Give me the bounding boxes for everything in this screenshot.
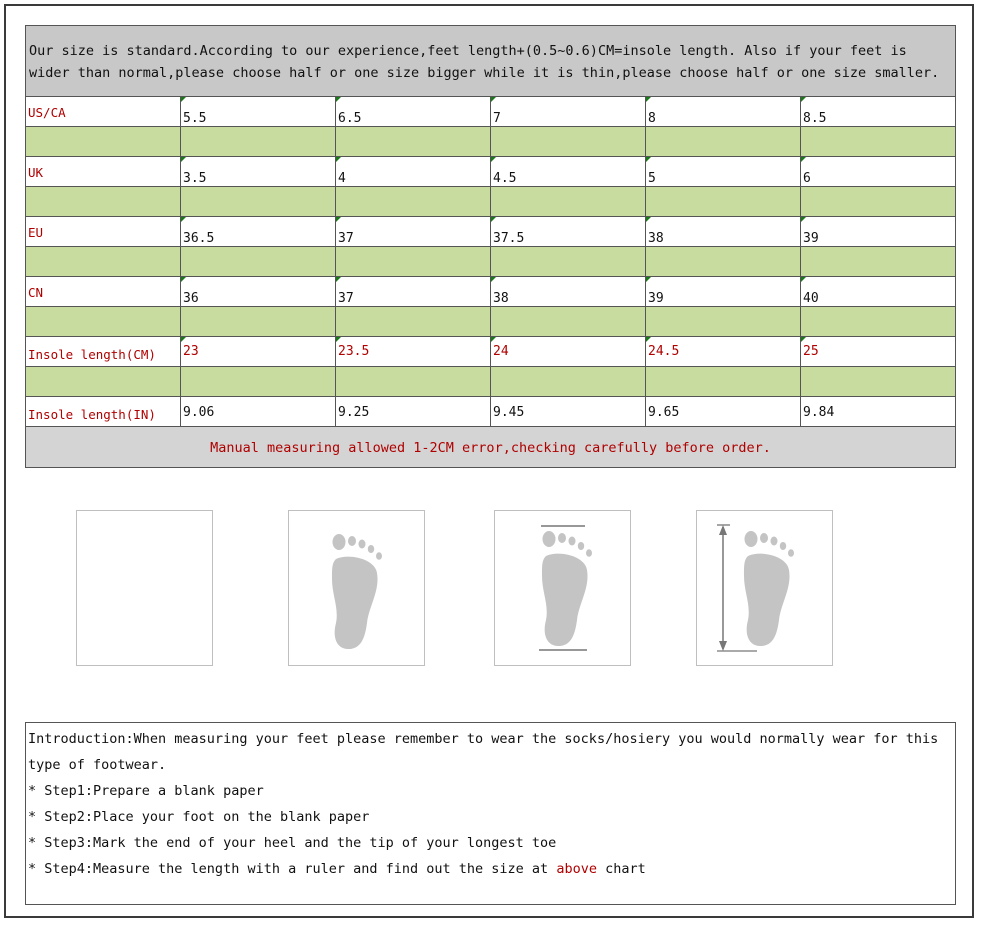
- table-row: [26, 97, 955, 127]
- row-label: UK: [26, 157, 181, 186]
- table-row: [26, 217, 955, 247]
- size-cell: 9.45: [491, 397, 646, 426]
- comment-marker-icon: [801, 337, 806, 342]
- size-cell: 6: [801, 157, 955, 186]
- size-cell: 3.5: [181, 157, 336, 186]
- comment-marker-icon: [181, 97, 186, 102]
- spacer-row: [26, 307, 955, 337]
- size-cell: 36: [181, 277, 336, 306]
- comment-marker-icon: [336, 277, 341, 282]
- comment-marker-icon: [801, 157, 806, 162]
- footprint-marked-icon: [495, 511, 632, 667]
- comment-marker-icon: [181, 217, 186, 222]
- table-row: [26, 277, 955, 307]
- measuring-instructions: [25, 722, 956, 905]
- comment-marker-icon: [491, 157, 496, 162]
- comment-marker-icon: [646, 217, 651, 222]
- row-label: EU: [26, 217, 181, 246]
- comment-marker-icon: [801, 97, 806, 102]
- size-chart: [25, 25, 956, 468]
- spacer-row: [26, 187, 955, 217]
- size-cell: 9.25: [336, 397, 491, 426]
- size-cell: 4.5: [491, 157, 646, 186]
- size-cell: 9.65: [646, 397, 801, 426]
- spacer-row: [26, 127, 955, 157]
- blank-paper-image: [76, 510, 213, 666]
- comment-marker-icon: [801, 217, 806, 222]
- spacer-row: [26, 367, 955, 397]
- size-cell: 23.5: [336, 337, 491, 366]
- table-row: [26, 397, 955, 427]
- comment-marker-icon: [491, 97, 496, 102]
- row-label: Insole length(IN): [26, 397, 181, 426]
- table-row: [26, 157, 955, 187]
- size-cell: 39: [646, 277, 801, 306]
- comment-marker-icon: [181, 277, 186, 282]
- comment-marker-icon: [491, 277, 496, 282]
- footprint-ruler-icon: [697, 511, 834, 667]
- comment-marker-icon: [491, 337, 496, 342]
- size-cell: 37: [336, 277, 491, 306]
- size-cell: 40: [801, 277, 955, 306]
- spacer-row: [26, 247, 955, 277]
- size-cell: 39: [801, 217, 955, 246]
- size-cell: 38: [646, 217, 801, 246]
- size-cell: 5.5: [181, 97, 336, 126]
- comment-marker-icon: [181, 157, 186, 162]
- above-highlight: above: [556, 861, 597, 877]
- step-1: * Step1:Prepare a blank paper: [28, 783, 264, 799]
- size-cell: 8.5: [801, 97, 955, 126]
- comment-marker-icon: [646, 277, 651, 282]
- row-label: US/CA: [26, 97, 181, 126]
- measure-length-image: [696, 510, 833, 666]
- size-cell: 9.84: [803, 405, 835, 420]
- table-row: [26, 337, 955, 367]
- size-cell: 36.5: [181, 217, 336, 246]
- comment-marker-icon: [801, 277, 806, 282]
- size-cell: 24.5: [646, 337, 801, 366]
- size-cell: 24: [491, 337, 646, 366]
- size-cell: 9.06: [181, 397, 336, 426]
- comment-marker-icon: [646, 157, 651, 162]
- comment-marker-icon: [181, 337, 186, 342]
- mark-heel-toe-image: [494, 510, 631, 666]
- step-2: * Step2:Place your foot on the blank paper: [28, 809, 370, 825]
- intro-line: Introduction:When measuring your feet please remember to wear the socks/hosiery you would normally wear for this: [28, 731, 939, 747]
- measure-error-note: Manual measuring allowed 1-2CM error,checking carefully before order.: [26, 427, 955, 467]
- size-cell: 25: [801, 337, 955, 366]
- size-cell: 7: [491, 97, 646, 126]
- step-3: * Step3:Mark the end of your heel and the tip of your longest toe: [28, 835, 557, 851]
- size-notice: Our size is standard.According to our experience,feet length+(0.5~0.6)CM=insole length. Also if your feet is wider than normal,please choose half or one size bigger while it is thin,please choose half or one size smaller.: [26, 26, 955, 97]
- comment-marker-icon: [491, 217, 496, 222]
- comment-marker-icon: [336, 157, 341, 162]
- footprint-icon: [289, 511, 426, 667]
- intro-line: type of footwear.: [28, 757, 167, 773]
- row-label: Insole length(CM): [26, 337, 181, 366]
- step-4: * Step4:Measure the length with a ruler and find out the size at above chart: [28, 861, 646, 877]
- size-cell: 37.5: [491, 217, 646, 246]
- comment-marker-icon: [646, 337, 651, 342]
- comment-marker-icon: [336, 97, 341, 102]
- size-cell: 8: [646, 97, 801, 126]
- size-cell: 4: [336, 157, 491, 186]
- comment-marker-icon: [336, 337, 341, 342]
- size-cell: 23: [181, 337, 336, 366]
- comment-marker-icon: [336, 217, 341, 222]
- size-cell: 38: [491, 277, 646, 306]
- comment-marker-icon: [646, 97, 651, 102]
- size-cell: 37: [336, 217, 491, 246]
- row-label: CN: [26, 277, 181, 306]
- foot-on-paper-image: [288, 510, 425, 666]
- size-cell: 5: [646, 157, 801, 186]
- size-cell: 6.5: [336, 97, 491, 126]
